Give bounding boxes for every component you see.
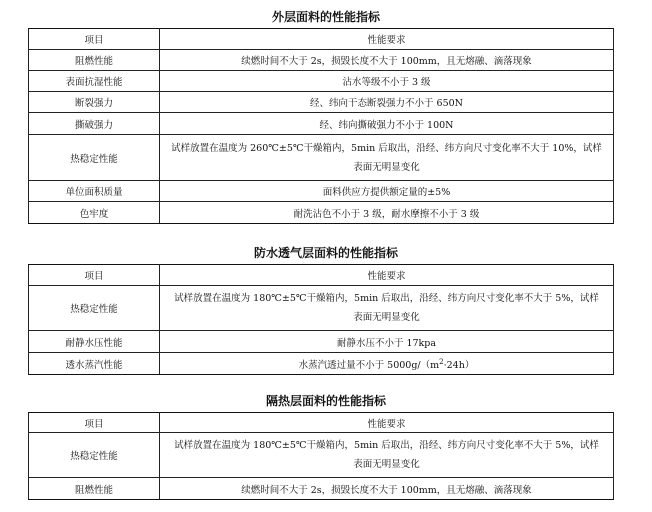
requirement-cell: 沾水等级不小于 3 级 — [160, 71, 614, 92]
requirement-cell: 耐洗沾色不小于 3 级，耐水摩擦不小于 3 级 — [160, 202, 614, 224]
table-row — [29, 331, 614, 353]
outer-fabric-title: 外层面料的性能指标 — [271, 10, 380, 24]
waterproof-layer-table — [28, 264, 614, 375]
table-header-row — [29, 265, 614, 286]
item-cell: 色牢度 — [29, 202, 160, 224]
table-row — [29, 135, 614, 181]
requirement-line: 试样放置在温度为 180℃±5℃干燥箱内，5min 后取出，沿经、纬方向尺寸变化率不大于 5%，试样 — [174, 440, 599, 451]
item-cell: 撕破强力 — [29, 113, 160, 135]
insulation-layer-table — [28, 412, 614, 500]
item-cell: 单位面积质量 — [29, 181, 160, 202]
requirement-cell — [160, 353, 614, 375]
requirement-cell: 经、纬向干态断裂强力不小于 650N — [160, 92, 614, 113]
table-row — [29, 181, 614, 202]
outer-fabric-table — [28, 28, 614, 224]
table-row — [29, 353, 614, 375]
requirement-line: 表面无明显变化 — [353, 312, 420, 323]
header-requirement: 性能要求 — [160, 29, 614, 50]
table-row — [29, 433, 614, 478]
header-item: 项目 — [29, 29, 160, 50]
requirement-line: 表面无明显变化 — [353, 459, 420, 470]
item-cell: 透水蒸汽性能 — [29, 353, 160, 375]
waterproof-layer-title: 防水透气层面料的性能指标 — [253, 246, 398, 260]
item-cell: 表面抗湿性能 — [29, 71, 160, 92]
table-header-row — [29, 413, 614, 433]
requirement-cell: 耐静水压不小于 17kpa — [160, 331, 614, 353]
superscript-2: 2 — [439, 357, 444, 366]
requirement-cell: 经、纬向撕破强力不小于 100N — [160, 113, 614, 135]
insulation-layer-title: 隔热层面料的性能指标 — [265, 394, 386, 408]
item-cell: 阻燃性能 — [29, 50, 160, 71]
requirement-cell — [160, 135, 614, 181]
table-row — [29, 113, 614, 135]
vapor-requirement-suffix: ·24h） — [443, 359, 475, 371]
item-cell: 耐静水压性能 — [29, 331, 160, 353]
table-row — [29, 71, 614, 92]
table-header-row — [29, 29, 614, 50]
requirement-cell: 续燃时间不大于 2s，损毁长度不大于 100mm，且无熔融、滴落现象 — [160, 50, 614, 71]
vapor-requirement-text: 水蒸汽透过量不小于 5000g/（m — [298, 359, 440, 371]
item-cell: 热稳定性能 — [29, 286, 160, 331]
header-item: 项目 — [29, 413, 160, 433]
table-row — [29, 286, 614, 331]
table-row — [29, 202, 614, 224]
header-item: 项目 — [29, 265, 160, 286]
item-cell: 热稳定性能 — [29, 433, 160, 478]
requirement-cell — [160, 286, 614, 331]
item-cell: 断裂强力 — [29, 92, 160, 113]
header-requirement: 性能要求 — [160, 265, 614, 286]
requirement-line: 表面无明显变化 — [353, 161, 420, 173]
item-cell: 阻燃性能 — [29, 478, 160, 500]
requirement-line: 试样放置在温度为 180℃±5℃干燥箱内，5min 后取出，沿经、纬方向尺寸变化率不大于 5%，试样 — [174, 293, 599, 304]
header-requirement: 性能要求 — [160, 413, 614, 433]
requirement-cell: 续燃时间不大于 2s，损毁长度不大于 100mm，且无熔融、滴落现象 — [160, 478, 614, 500]
requirement-cell — [160, 433, 614, 478]
requirement-line: 试样放置在温度为 260℃±5℃干燥箱内，5min 后取出，沿经、纬方向尺寸变化率不大于 10%，试样 — [171, 142, 602, 154]
item-cell: 热稳定性能 — [29, 135, 160, 181]
requirement-cell: 面料供应方提供额定量的±5% — [160, 181, 614, 202]
table-row — [29, 478, 614, 500]
table-row — [29, 50, 614, 71]
table-row — [29, 92, 614, 113]
